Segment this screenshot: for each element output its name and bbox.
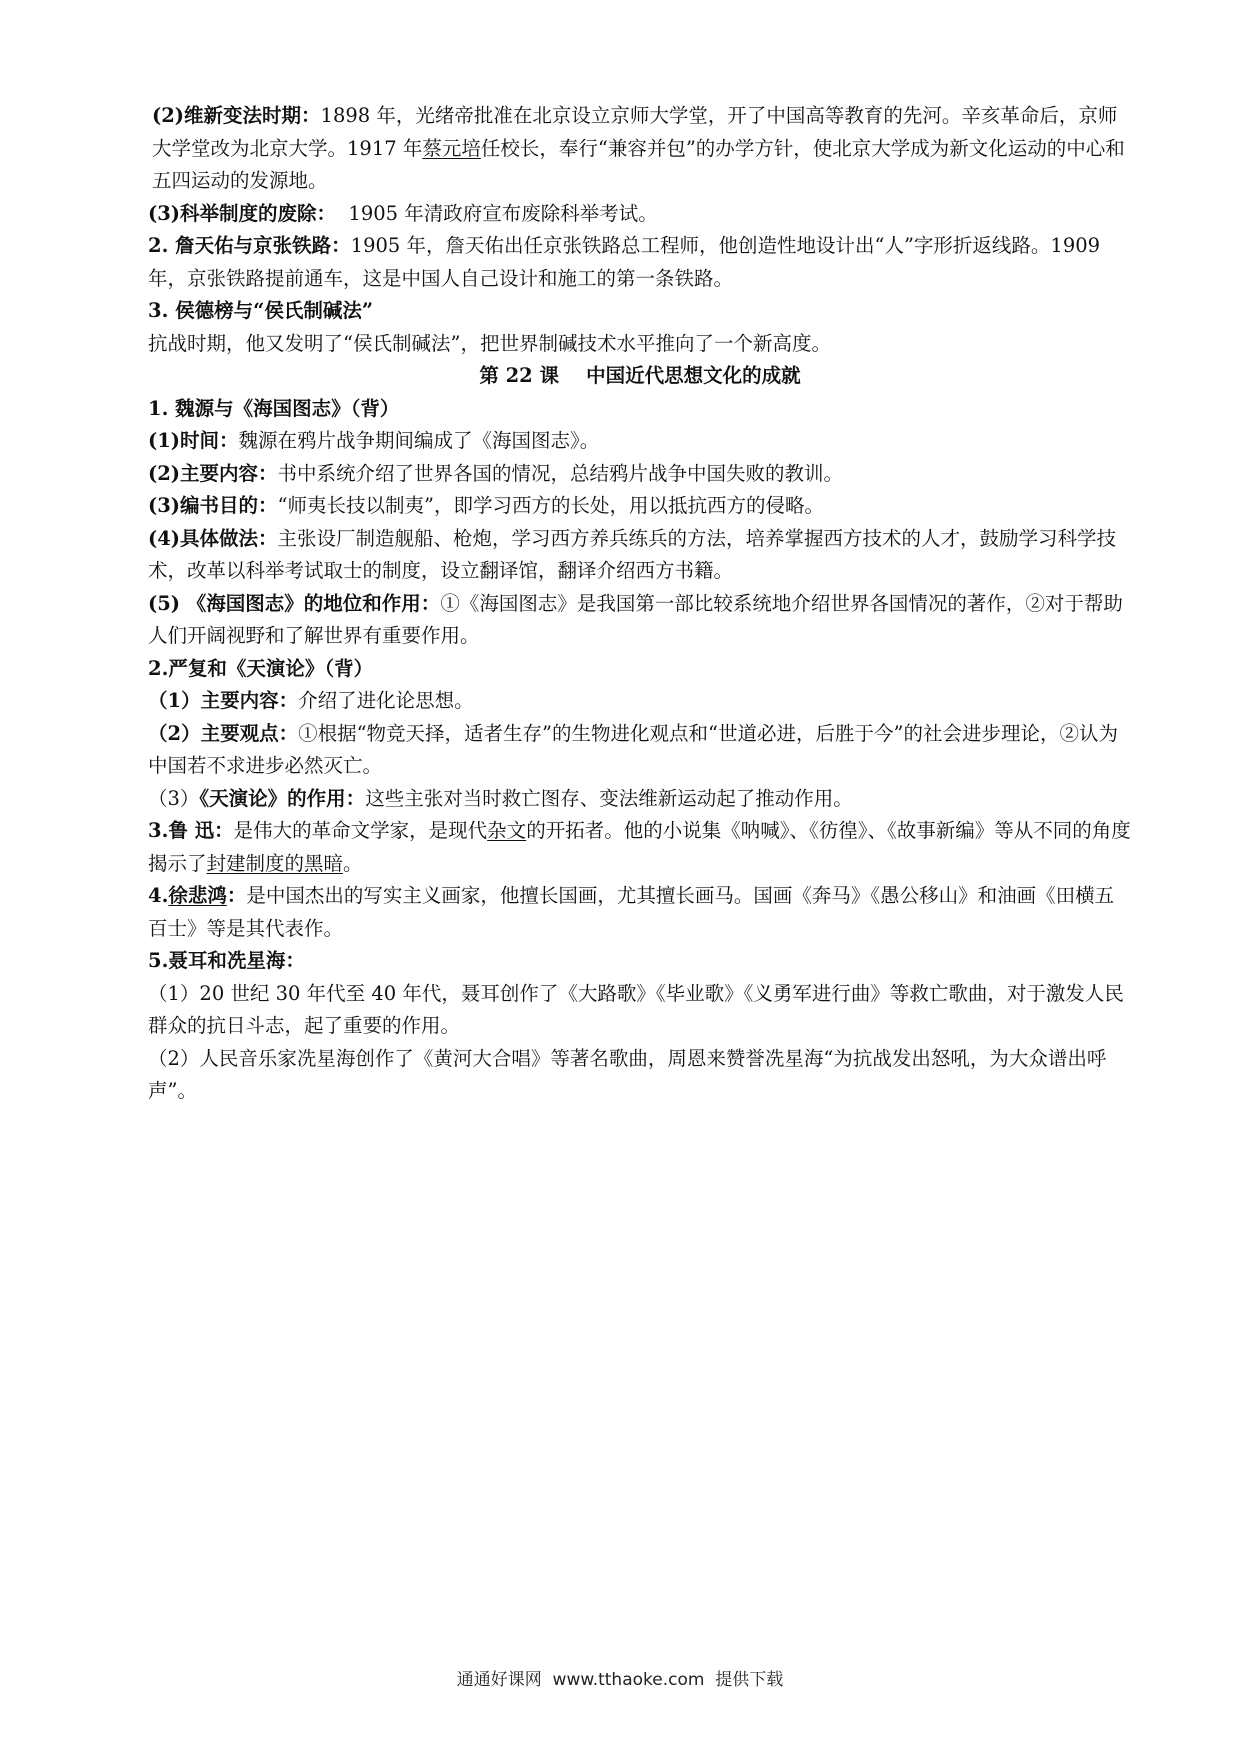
item-heading: 2. 詹天佑与京张铁路： (148, 234, 351, 257)
item-heading: 《天演论》的作用： (199, 786, 366, 810)
section-heading-nie-xian: 5.聂耳和冼星海： (148, 949, 305, 972)
item-text: 书中系统介绍了世界各国的情况，总结鸦片战争中国失败的教训。 (277, 461, 844, 485)
paragraph-reform-period (148, 100, 1132, 198)
item-text: 任校长，奉行“兼容并包”的办学方针，使北京大学成为新文化运动的中心和五四运动的发源地。 (152, 136, 1125, 192)
underlined-term: 封建制度的黑暗 (206, 851, 344, 875)
item-heading: 4. (148, 884, 169, 907)
list-item (148, 458, 1132, 491)
item-heading: (5) 《海国图志》的地位和作用： (148, 591, 441, 615)
page-footer: 通通好课网 www.tthaoke.com 提供下载 (456, 1670, 784, 1690)
document-body (148, 100, 1132, 1108)
item-heading: (3)科举制度的废除： (148, 201, 337, 225)
item-number: （3） (148, 786, 200, 810)
underlined-term: 杂文 (487, 819, 527, 842)
list-item: （1）20 世纪 30 年代至 40 年代，聂耳创作了《大路歌》《毕业歌》《义勇军进行曲》等救亡歌曲，对于激发人民群众的抗日斗志，起了重要的作用。 (148, 981, 1124, 1037)
paragraph-railway (148, 230, 1132, 295)
list-item (148, 588, 1132, 653)
item-heading: (2)主要内容： (148, 461, 278, 485)
heading-hou-debang: 3. 侯德榜与“侯氏制碱法” (148, 299, 374, 322)
list-item (148, 783, 1132, 816)
list-item: （2）人民音乐家冼星海创作了《黄河大合唱》等著名歌曲，周恩来赞誉冼星海“为抗战发出怒吼，为大众谱出呼声”。 (148, 1046, 1107, 1102)
section-heading-weiyuan: 1. 魏源与《海国图志》（背） (148, 396, 400, 420)
item-text: 是中国杰出的写实主义画家，他擅长国画，尤其擅长画马。国画《奔马》《愚公移山》和油画《田横五百士》等是其代表作。 (148, 884, 1115, 940)
item-text: ①根据“物竞天择，适者生存”的生物进化观点和“世道必进，后胜于今”的社会进步理论，②认为中国若不求进步必然灭亡。 (148, 721, 1118, 777)
item-heading: （2）主要观点： (148, 721, 299, 745)
list-item (148, 718, 1132, 783)
item-text: 介绍了进化论思想。 (298, 689, 474, 712)
item-text: 魏源在鸦片战争期间编成了《海国图志》。 (238, 429, 600, 452)
paragraph-xubeihong (148, 880, 1132, 945)
item-text: 这些主张对当时救亡图存、变法维新运动起了推动作用。 (365, 786, 853, 810)
item-text: 的开拓者。他的小说集《呐喊》、《彷徨》、《故事新编》等从不同的角度揭示了 (148, 819, 1131, 875)
underlined-name: 徐悲鸿 (168, 884, 227, 907)
item-text: ①《海国图志》是我国第一部比较系统地介绍世界各国情况的著作，②对于帮助人们开阔视野和了解世界有重要作用。 (148, 591, 1123, 647)
item-heading: (2)维新变法时期： (152, 104, 321, 127)
lesson-title: 第 22 课 中国近代思想文化的成就 (479, 364, 801, 387)
item-heading: (4)具体做法： (148, 526, 278, 550)
item-heading: （1）主要内容： (148, 689, 299, 712)
item-text: 。 (343, 851, 363, 875)
list-item (148, 523, 1132, 588)
item-heading: ： (226, 884, 247, 907)
underlined-name: 蔡元培 (422, 136, 481, 160)
item-text: 是伟大的革命文学家，是现代 (233, 819, 488, 842)
item-heading: (3)编书目的： (148, 494, 278, 517)
list-item (148, 425, 1132, 458)
item-text: 主张设厂制造舰船、枪炮，学习西方养兵练兵的方法，培养掌握西方技术的人才，鼓励学习科学技术，改革以科举考试取士的制度，设立翻译馆，翻译介绍西方书籍。 (148, 526, 1117, 582)
list-item (148, 490, 1132, 523)
list-item (148, 685, 1132, 718)
item-text: 1898 年，光绪帝批准在北京设立京师大学堂，开了中国高等教育的先河。辛亥革命后，京师大学堂改为北京大学。1917 年 (152, 104, 1118, 160)
item-heading: 3.鲁 迅： (148, 819, 234, 842)
paragraph-luxun (148, 815, 1132, 880)
paragraph-soda-method: 抗战时期，他又发明了“侯氏制碱法”，把世界制碱技术水平推向了一个新高度。 (148, 331, 831, 355)
item-text: “师夷长技以制夷”，即学习西方的长处，用以抵抗西方的侵略。 (277, 494, 824, 517)
section-heading-yanfu: 2.严复和《天演论》（背） (148, 656, 374, 680)
item-text: 1905 年清政府宣布废除科举考试。 (336, 201, 658, 225)
item-heading: (1)时间： (148, 429, 239, 452)
item-text: 1905 年，詹天佑出任京张铁路总工程师，他创造性地设计出“人”字形折返线路。1909 年，京张铁路提前通车，这是中国人自己设计和施工的第一条铁路。 (148, 234, 1101, 290)
paragraph-exam-abolition (148, 198, 1132, 231)
